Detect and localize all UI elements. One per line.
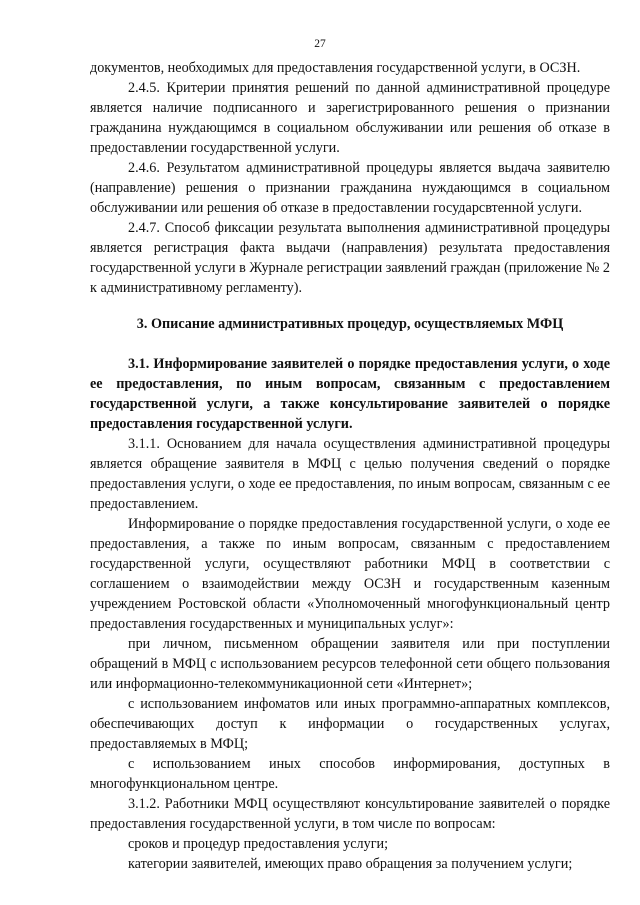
paragraph: 2.4.7. Способ фиксации результата выполнения административной процедуры является регистрация факта выдачи (направления) результата предоставления государственной услуги в Журнале регистрации заявлений граждан (приложение № 2 к административному регламенту). — [90, 220, 611, 296]
paragraph: Информирование о порядке предоставления государственной услуги, о ходе ее предоставления, а также по иным вопросам, связанным с предоставлением государственной услуги, осуществляют работники МФЦ в соответствии с соглашением о взаимодействии между ОСЗН и государственным казенным учреждением Ростовской области «Уполномоченный многофункциональный центр предоставления государственных и муниципальных услуг»: — [90, 516, 610, 632]
paragraph: 2.4.5. Критерии принятия решений по данной административной процедуре является наличие подписанного и зарегистрированного решения о признании гражданина нуждающимся в социальном обслуживании или решения об отказе в предоставлении государственной услуги. — [90, 80, 610, 156]
paragraph: с использованием инфоматов или иных программно-аппаратных комплексов, обеспечивающих доступ к информации о государственных услугах, предоставляемых в МФЦ; — [90, 696, 610, 752]
paragraph: документов, необходимых для предоставления государственной услуги, в ОСЗН. — [90, 60, 581, 76]
page-number: 27 — [314, 38, 326, 50]
paragraph: при личном, письменном обращении заявителя или при поступлении обращений в МФЦ с использованием ресурсов телефонной сети общего пользования или информационно-телекоммуникационной сети «Интернет»; — [90, 636, 610, 692]
paragraph: 3.1.1. Основанием для начала осуществления административной процедуры является обращение заявителя в МФЦ с целью получения сведений о порядке предоставления услуги, о ходе ее предоставления, по иным вопросам, связанным с ее предоставлением. — [90, 436, 610, 512]
subsection-heading: 3.1. Информирование заявителей о порядке предоставления услуги, о ходе ее предоставления, по иным вопросам, связанным с предоставлением государственной услуги, а также консультирование заявителей о порядке предоставления государственной услуги. — [90, 356, 610, 432]
document-body — [90, 58, 610, 874]
paragraph: 3.1.2. Работники МФЦ осуществляют консультирование заявителей о порядке предоставления государственной услуги, в том числе по вопросам: — [90, 796, 610, 832]
section-heading: 3. Описание административных процедур, осуществляемых МФЦ — [136, 316, 564, 332]
paragraph: 2.4.6. Результатом административной процедуры является выдача заявителю (направление) решения о признании гражданина нуждающимся в социальном обслуживании или решения об отказе в предоставлении государсвтенной услуги. — [90, 160, 610, 216]
paragraph: с использованием иных способов информирования, доступных в многофункциональном центре. — [90, 756, 610, 792]
paragraph: сроков и процедур предоставления услуги; — [128, 836, 389, 852]
paragraph: категории заявителей, имеющих право обращения за получением услуги; — [128, 856, 573, 872]
